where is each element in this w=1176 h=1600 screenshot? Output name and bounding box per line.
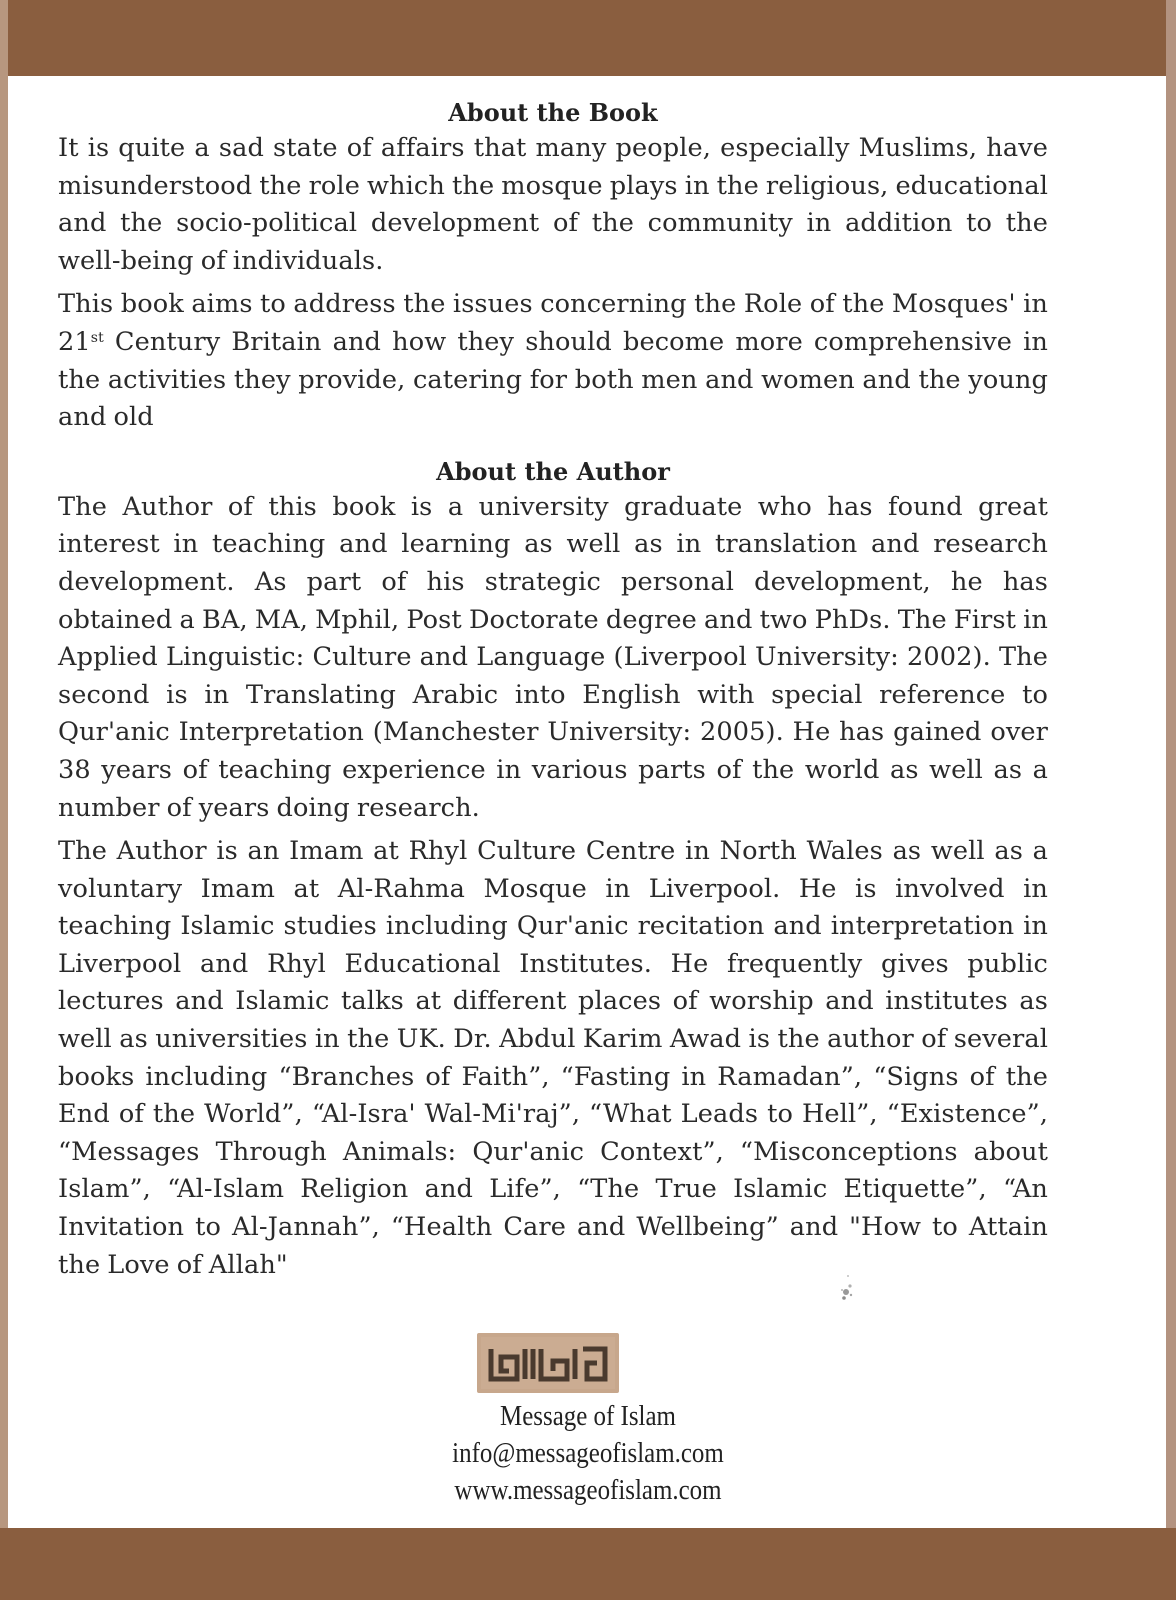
publisher-name: Message of Islam [500, 1400, 676, 1432]
publisher-website[interactable]: www.messageofislam.com [454, 1474, 722, 1506]
bottom-border-band [0, 1528, 1176, 1600]
about-book-p2-start: This book aims to address the issues concerning the Role of the Mosques' in 21 [58, 289, 1048, 357]
about-author-paragraph-1: The Author of this book is a university graduate who has found great interest in teaching and learning as well as in translation and research development. As part of his strategic personal development, he has obtained a BA, MA, Mphil, Post Doctorate degree and two PhDs. The First in Applied Linguistic: Culture and Language (Liverpool University: 2002). The second is in Translating Arabic into English with special reference to Qur'anic Interpretation (Manchester University: 2005). He has gained over 38 years of teaching experience in various parts of the world as well as a number of years doing research. [58, 491, 1048, 823]
top-border-band [0, 0, 1176, 76]
right-page-edge [1166, 0, 1176, 1600]
print-speck [836, 1262, 860, 1308]
about-book-heading: About the Book [448, 98, 658, 127]
about-book-paragraph-2 [58, 286, 1048, 436]
publisher-email[interactable]: info@messageofislam.com [452, 1437, 724, 1469]
about-author-paragraph-2: The Author is an Imam at Rhyl Culture Centre in North Wales as well as a voluntary Imam at Al-Rahma Mosque in Liverpool. He is involved in teaching Islamic studies including Qur'anic recitation and interpretation in Liverpool and Rhyl Educational Institutes. He frequently gives public lectures and Islamic talks at different places of worship and institutes as well as universities in the UK. Dr. Abdul Karim Awad is the author of several books including “Branches of Faith”, “Fasting in Ramadan”, “Signs of the End of the World”, “Al-Isra' Wal-Mi'raj”, “What Leads to Hell”, “Existence”, “Messages Through Animals: Qur'anic Context”, “Misconceptions about Islam”, “Al-Islam Religion and Life”, “The True Islamic Etiquette”, “An Invitation to Al-Jannah”, “Health Care and Wellbeing” and "How to Attain the Love of Allah" [58, 836, 1048, 1280]
about-author-heading: About the Author [436, 456, 670, 486]
kufic-islam-logo-icon [477, 1333, 619, 1393]
publisher-info [0, 1398, 1176, 1509]
left-page-edge [0, 0, 8, 1600]
about-book-paragraph-1: It is quite a sad state of affairs that many people, especially Muslims, have misunderstood the role which the mosque plays in the religious, educational and the socio-political development of the community in addition to the well-being of individuals. [58, 133, 1048, 276]
ordinal-superscript: st [90, 329, 104, 346]
back-cover-text [58, 96, 1048, 1290]
about-book-p2-end: Century Britain and how they should become more comprehensive in the activities they provide, catering for both men and women and the young and old [58, 326, 1048, 433]
